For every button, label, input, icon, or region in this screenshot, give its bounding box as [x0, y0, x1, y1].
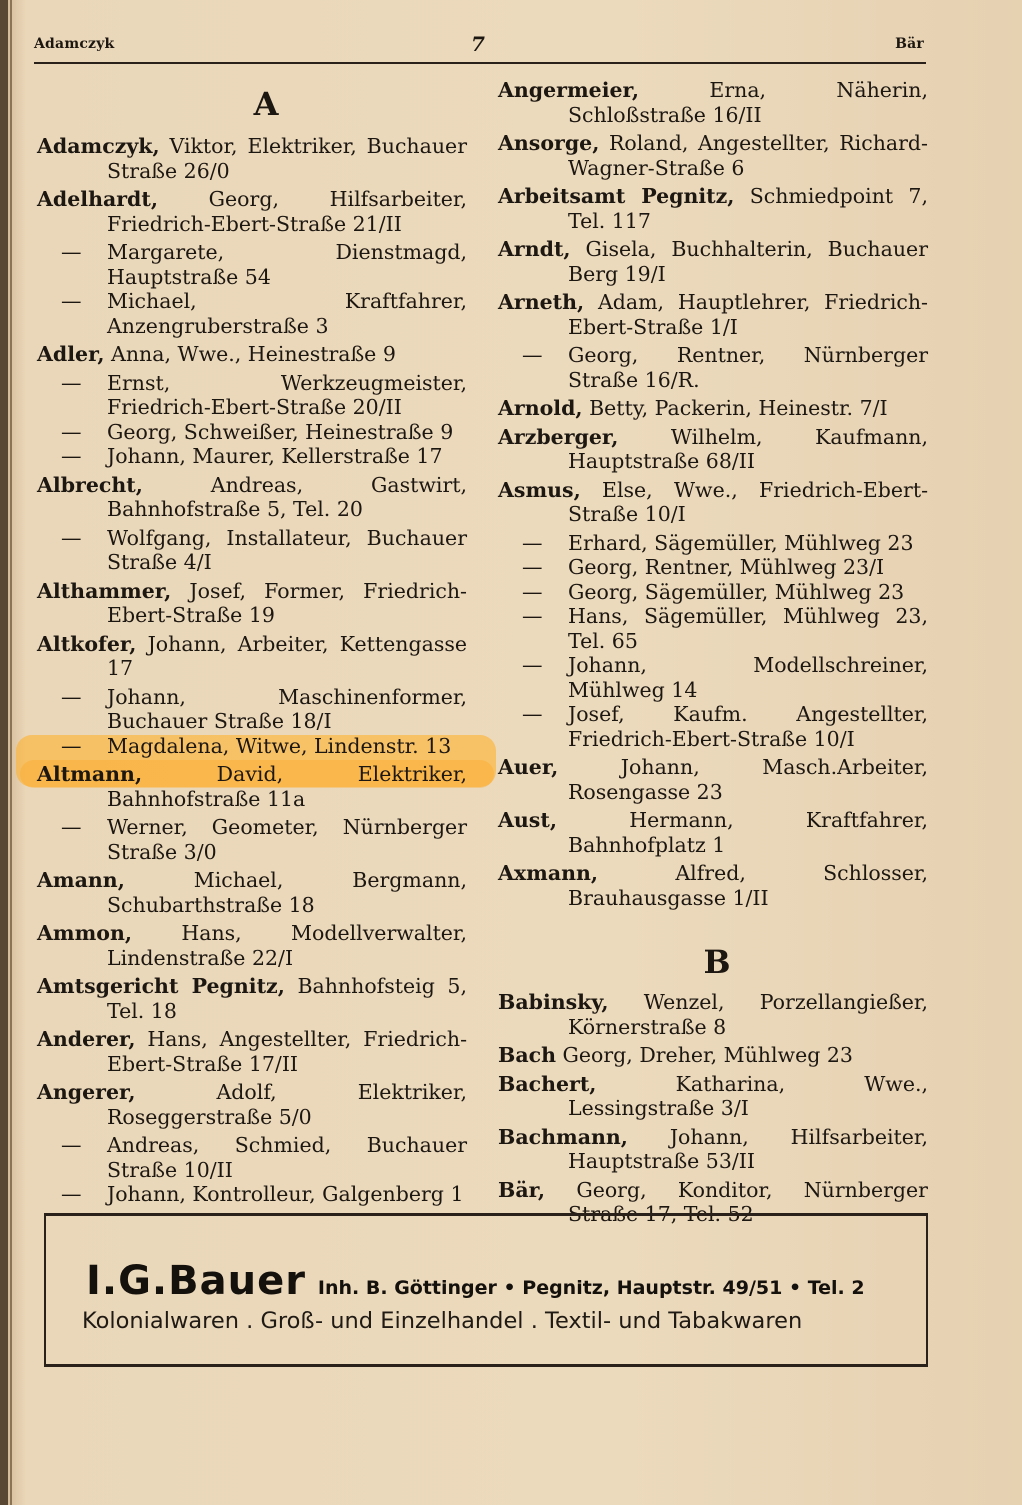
- entry-details: Georg, Rentner, Mühlweg 23/I: [568, 555, 885, 579]
- repeat-dash: —: [522, 555, 543, 579]
- directory-entry: [37, 762, 467, 811]
- repeat-dash: —: [61, 1182, 82, 1206]
- entry-details: Johann, Modellschreiner, Mühlweg 14: [568, 653, 928, 702]
- entry-details: Werner, Geometer, Nürnberger Straße 3/0: [107, 815, 467, 864]
- directory-entry: [37, 974, 467, 1023]
- repeat-dash: —: [522, 653, 543, 677]
- entry-details: Georg, Sägemüller, Mühlweg 23: [568, 579, 905, 604]
- entry-surname: Axmann,: [498, 861, 599, 885]
- entry-details: Andreas, Schmied, Buchauer Straße 10/II: [107, 1133, 467, 1182]
- repeat-dash: —: [522, 702, 543, 726]
- entry-details: Wolfgang, Installateur, Buchauer Straße 4/I: [107, 525, 467, 574]
- advertisement-box: [44, 1213, 928, 1367]
- repeat-dash: —: [522, 343, 543, 367]
- repeat-dash: —: [522, 579, 543, 604]
- entry-surname: Auer,: [498, 755, 559, 779]
- entry-details: Erna, Näherin, Schloßstraße 16/II: [568, 78, 928, 127]
- repeat-dash: —: [61, 289, 82, 313]
- directory-entry: [37, 632, 467, 681]
- directory-list-b: [498, 990, 928, 1227]
- entry-details: Schmiedpoint 7, Tel. 117: [568, 184, 928, 233]
- directory-entry: [37, 187, 467, 236]
- entry-surname: Ansorge,: [498, 131, 600, 155]
- entry-surname: Ammon,: [37, 921, 133, 945]
- section-letter-a: A: [253, 85, 279, 123]
- entry-surname: Bachmann,: [498, 1124, 628, 1149]
- entry-details: Michael, Bergmann, Schubarthstraße 18: [107, 868, 467, 917]
- entry-details: Erhard, Sägemüller, Mühlweg 23: [568, 530, 914, 555]
- entry-surname: Anderer,: [37, 1027, 136, 1051]
- left-column: [37, 80, 467, 1207]
- entry-details: Johann, Arbeiter, Kettengasse 17: [107, 631, 467, 680]
- directory-entry: [498, 478, 928, 527]
- entry-surname: Asmus,: [498, 477, 581, 502]
- ad-goods-line: Kolonialwaren . Groß- und Einzelhandel . Textil- und Tabakwaren: [82, 1308, 803, 1334]
- directory-entry: [37, 1182, 467, 1207]
- entry-details: Roland, Angestellter, Richard-Wagner-Straße 6: [568, 131, 928, 180]
- repeat-dash: —: [61, 815, 82, 839]
- page-number: 7: [471, 32, 486, 56]
- directory-list-a: [37, 134, 467, 1207]
- directory-entry: [37, 342, 467, 367]
- entry-details: Viktor, Elektriker, Buchauer Straße 26/0: [107, 134, 467, 183]
- entry-details: Johann, Hilfsarbeiter, Hauptstraße 53/II: [568, 1124, 928, 1173]
- repeat-dash: —: [61, 240, 82, 264]
- section-letter-b: B: [703, 943, 731, 981]
- directory-entry: [37, 1027, 467, 1076]
- directory-entry: [498, 990, 928, 1039]
- repeat-dash: —: [522, 604, 543, 628]
- entry-details: Magdalena, Witwe, Lindenstr. 13: [107, 733, 452, 758]
- repeat-dash: —: [61, 419, 82, 444]
- directory-entry: [498, 184, 928, 233]
- entry-surname: Altmann,: [37, 762, 143, 786]
- directory-entry: [37, 685, 467, 734]
- entry-surname: Adler,: [37, 342, 105, 366]
- directory-entry: [37, 815, 467, 864]
- entry-details: Else, Wwe., Friedrich-Ebert-Straße 10/I: [568, 477, 928, 526]
- entry-surname: Bachert,: [498, 1071, 597, 1096]
- entry-surname: Althammer,: [37, 578, 172, 603]
- entry-surname: Arzberger,: [498, 424, 619, 449]
- entry-details: Johann, Maurer, Kellerstraße 17: [107, 444, 443, 468]
- directory-entry: [498, 808, 928, 857]
- directory-entry: [37, 734, 467, 759]
- entry-details: Georg, Schweißer, Heinestraße 9: [107, 419, 454, 444]
- directory-entry: [498, 653, 928, 702]
- directory-entry: [37, 921, 467, 970]
- directory-list-a-continued: [498, 78, 928, 910]
- directory-entry: [498, 131, 928, 180]
- directory-entry: [498, 755, 928, 804]
- entry-details: Johann, Maschinenformer, Buchauer Straße 18/I: [107, 684, 467, 733]
- repeat-dash: —: [61, 733, 82, 758]
- entry-surname: Angerer,: [37, 1080, 136, 1104]
- repeat-dash: —: [522, 530, 543, 555]
- directory-entry: [37, 420, 467, 445]
- directory-entry: [37, 1133, 467, 1182]
- entry-details: Hans, Modellverwalter, Lindenstraße 22/I: [107, 921, 467, 970]
- entry-surname: Amtsgericht Pegnitz,: [37, 974, 285, 998]
- entry-surname: Adelhardt,: [37, 187, 158, 211]
- directory-entry: [498, 580, 928, 605]
- entry-details: Adolf, Elektriker, Roseggerstraße 5/0: [107, 1080, 467, 1129]
- repeat-dash: —: [61, 684, 82, 709]
- entry-details: Alfred, Schlosser, Brauhausgasse 1/II: [568, 861, 928, 910]
- header-rule: [34, 62, 926, 64]
- entry-surname: Adamczyk,: [37, 134, 160, 158]
- entry-surname: Altkofer,: [37, 631, 137, 656]
- entry-details: Georg, Hilfsarbeiter, Friedrich-Ebert-Straße 21/II: [107, 187, 467, 236]
- entry-details: Adam, Hauptlehrer, Friedrich-Ebert-Straße 1/I: [568, 290, 928, 339]
- directory-entry: [498, 1072, 928, 1121]
- ad-header-line: [86, 1258, 865, 1304]
- entry-details: David, Elektriker, Bahnhofstraße 11a: [107, 762, 467, 811]
- directory-entry: [37, 579, 467, 628]
- entry-surname: Arnold,: [498, 396, 583, 420]
- entry-surname: Bär,: [498, 1177, 546, 1202]
- directory-entry: [37, 240, 467, 289]
- right-column: [498, 78, 928, 1231]
- entry-details: Ernst, Werkzeugmeister, Friedrich-Ebert-Straße 20/II: [107, 370, 467, 419]
- entry-details: Anna, Wwe., Heinestraße 9: [104, 342, 396, 366]
- directory-entry: [498, 78, 928, 127]
- directory-entry: [37, 473, 467, 522]
- entry-details: Johann, Masch.Arbeiter, Rosengasse 23: [558, 755, 928, 804]
- entry-details: Wilhelm, Kaufmann, Hauptstraße 68/II: [568, 424, 928, 473]
- repeat-dash: —: [61, 1133, 82, 1157]
- entry-surname: Arbeitsamt Pegnitz,: [498, 184, 735, 208]
- entry-details: Hans, Angestellter, Friedrich-Ebert-Straße 17/II: [107, 1027, 467, 1076]
- directory-entry: [498, 555, 928, 580]
- directory-entry: [37, 526, 467, 575]
- spine-edge: [10, 0, 12, 1505]
- directory-entry: [498, 702, 928, 751]
- entry-details: Josef, Kaufm. Angestellter, Friedrich-Ebert-Straße 10/I: [568, 702, 928, 751]
- entry-details: Josef, Former, Friedrich-Ebert-Straße 19: [107, 578, 467, 627]
- entry-details: Betty, Packerin, Heinestr. 7/I: [582, 396, 888, 420]
- directory-entry: [498, 861, 928, 910]
- entry-details: Katharina, Wwe., Lessingstraße 3/I: [568, 1071, 928, 1120]
- entry-details: Wenzel, Porzellangießer, Körnerstraße 8: [568, 990, 928, 1039]
- entry-details: Johann, Kontrolleur, Galgenberg 1: [107, 1182, 464, 1206]
- entry-details: Hermann, Kraftfahrer, Bahnhofplatz 1: [556, 808, 928, 857]
- ad-brand-logo: I.G.Bauer: [86, 1258, 306, 1304]
- directory-entry: [498, 1043, 928, 1068]
- repeat-dash: —: [61, 370, 82, 395]
- directory-entry: [37, 444, 467, 469]
- directory-entry: [498, 290, 928, 339]
- directory-entry: [37, 371, 467, 420]
- running-head-right: Bär: [895, 36, 924, 52]
- directory-entry: [37, 289, 467, 338]
- directory-entry: [498, 1125, 928, 1174]
- entry-details: Michael, Kraftfahrer, Anzengruberstraße 3: [107, 289, 467, 338]
- entry-surname: Aust,: [498, 808, 557, 832]
- directory-entry: [37, 1080, 467, 1129]
- entry-surname: Babinsky,: [498, 990, 609, 1014]
- directory-entry: [498, 604, 928, 653]
- entry-details: Andreas, Gastwirt, Bahnhofstraße 5, Tel. 20: [107, 472, 467, 521]
- entry-details: Bahnhofsteig 5, Tel. 18: [107, 974, 467, 1023]
- directory-entry: [498, 343, 928, 392]
- directory-entry: [498, 396, 928, 421]
- entry-surname: Angermeier,: [498, 78, 639, 102]
- directory-entry: [37, 134, 467, 183]
- entry-surname: Albrecht,: [37, 472, 143, 497]
- entry-surname: Arneth,: [498, 290, 585, 314]
- entry-details: Georg, Rentner, Nürnberger Straße 16/R.: [568, 343, 928, 392]
- directory-entry: [498, 531, 928, 556]
- book-spine: [0, 0, 8, 1505]
- entry-surname: Arndt,: [498, 237, 571, 261]
- directory-entry: [498, 237, 928, 286]
- directory-entry: [37, 868, 467, 917]
- repeat-dash: —: [61, 525, 82, 550]
- running-head-left: Adamczyk: [34, 36, 115, 52]
- entry-details: Margarete, Dienstmagd, Hauptstraße 54: [107, 240, 467, 289]
- entry-details: Georg, Dreher, Mühlweg 23: [556, 1043, 853, 1067]
- directory-entry: [498, 425, 928, 474]
- entry-details: Georg, Konditor, Nürnberger Straße 17, Tel. 52: [545, 1177, 928, 1226]
- entry-surname: Amann,: [37, 868, 125, 892]
- repeat-dash: —: [61, 444, 82, 468]
- ad-owner-line: Inh. B. Göttinger • Pegnitz, Hauptstr. 49/51 • Tel. 2: [317, 1277, 865, 1299]
- entry-surname: Bach: [498, 1043, 556, 1067]
- entry-details: Hans, Sägemüller, Mühlweg 23, Tel. 65: [568, 604, 928, 653]
- entry-details: Gisela, Buchhalterin, Buchauer Berg 19/I: [568, 237, 928, 286]
